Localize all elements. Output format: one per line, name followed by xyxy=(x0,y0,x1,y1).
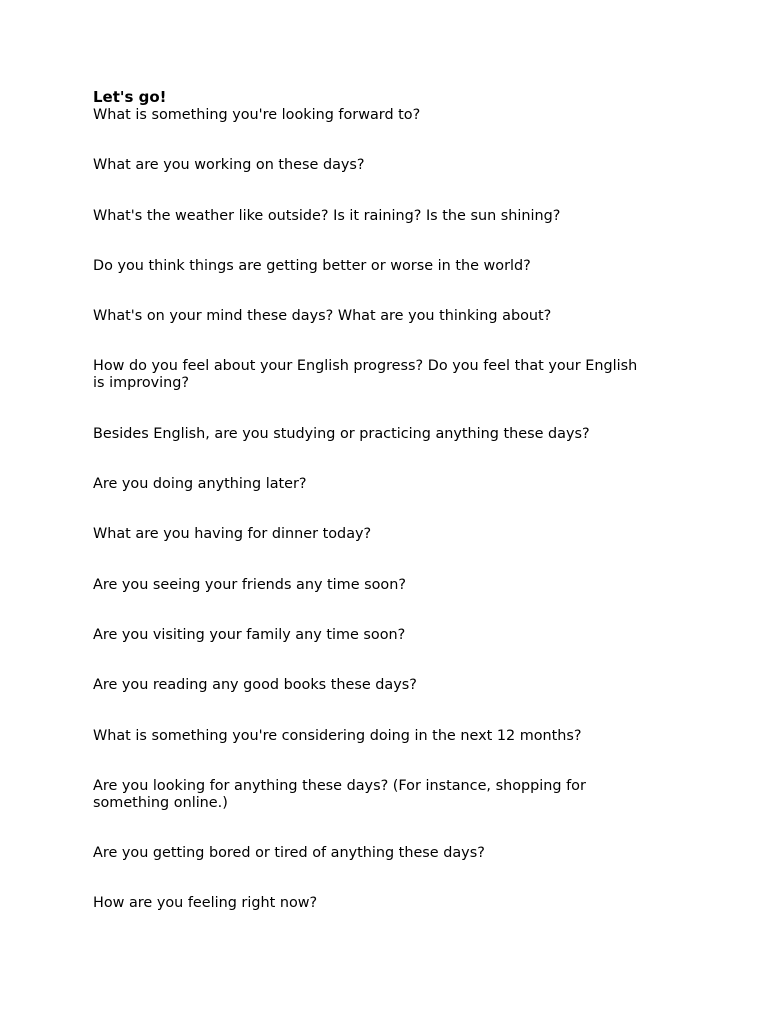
question-item: Are you looking for anything these days? (For instance, shopping for something online.) xyxy=(93,777,586,811)
question-item: What's the weather like outside? Is it raining? Is the sun shining? xyxy=(93,207,561,224)
question-item: What is something you're considering doing in the next 12 months? xyxy=(93,727,582,744)
question-item: What's on your mind these days? What are you thinking about? xyxy=(93,308,552,325)
question-item: How do you feel about your English progress? Do you feel that your English is improving? xyxy=(93,358,638,392)
question-item: Are you visiting your family any time soon? xyxy=(93,626,406,643)
question-item: Are you reading any good books these days? xyxy=(93,677,417,694)
question-item: Are you seeing your friends any time soon? xyxy=(93,576,406,593)
question-item: What is something you're looking forward to? xyxy=(93,107,421,123)
document-page xyxy=(93,88,653,946)
question-item: Do you think things are getting better or worse in the world? xyxy=(93,257,531,274)
question-item: Are you getting bored or tired of anything these days? xyxy=(93,845,485,862)
question-item: What are you having for dinner today? xyxy=(93,526,372,543)
question-item: Besides English, are you studying or practicing anything these days? xyxy=(93,425,590,442)
question-item: How are you feeling right now? xyxy=(93,895,318,912)
question-item: What are you working on these days? xyxy=(93,157,365,174)
page-title: Let's go! xyxy=(93,88,167,106)
question-item: Are you doing anything later? xyxy=(93,476,307,493)
question-list xyxy=(93,107,653,912)
